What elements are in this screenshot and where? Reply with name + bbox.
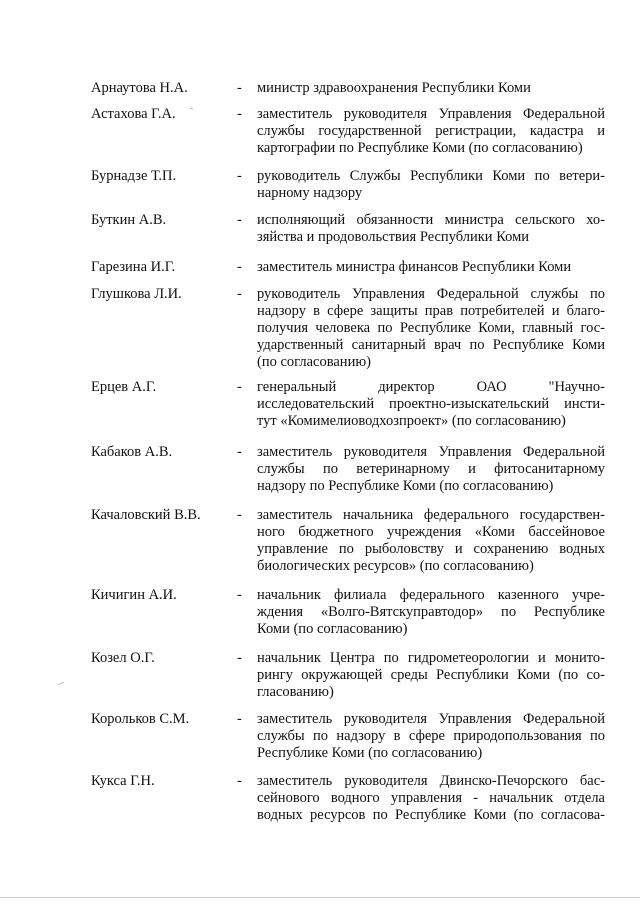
position-line: заместитель начальника федерального государствен- bbox=[257, 507, 605, 523]
member-position bbox=[257, 168, 605, 202]
member-name: Качаловский В.В. bbox=[91, 507, 201, 523]
position-line: заместитель руководителя Управления Федеральной bbox=[257, 106, 605, 122]
position-line: службы государственной регистрации, кадастра и bbox=[257, 123, 605, 139]
member-name: Астахова Г.А. bbox=[91, 106, 176, 122]
member-name: Корольков С.М. bbox=[91, 711, 190, 727]
position-line: исследовательский проектно-изыскательский инсти- bbox=[257, 396, 605, 412]
member-position bbox=[257, 80, 605, 97]
position-line: министр здравоохранения Республики Коми bbox=[257, 80, 531, 96]
position-line: ждения «Волго-Вятскуправтодор» по Республике bbox=[257, 604, 605, 620]
member-name: Козел О.Г. bbox=[91, 650, 155, 666]
position-line: нарному надзору bbox=[257, 185, 363, 201]
member-name: Бурнадзе Т.П. bbox=[91, 168, 177, 184]
member-position bbox=[257, 507, 605, 575]
position-line: водных ресурсов по Республике Коми (по согласова- bbox=[257, 807, 605, 823]
member-dash: - bbox=[237, 286, 242, 302]
member-name: Гарезина И.Г. bbox=[91, 259, 176, 275]
member-dash: - bbox=[237, 587, 242, 603]
member-name: Ерцев А.Г. bbox=[91, 379, 157, 395]
position-line: Коми (по согласованию) bbox=[257, 621, 408, 637]
position-line: руководитель Управления Федеральной службы по bbox=[257, 286, 605, 302]
member-position bbox=[257, 444, 605, 495]
member-name: Арнаутова Н.А. bbox=[91, 80, 188, 96]
position-line: ударственный санитарный врач по Республике Коми bbox=[257, 337, 605, 353]
member-position bbox=[257, 587, 605, 638]
member-name: Кичигин А.И. bbox=[91, 587, 177, 603]
member-dash: - bbox=[237, 168, 242, 184]
member-position bbox=[257, 711, 605, 762]
member-name: Глушкова Л.И. bbox=[91, 286, 182, 302]
position-line: рингу окружающей среды Республики Коми (по со- bbox=[257, 667, 605, 683]
position-line: гласованию) bbox=[257, 684, 334, 700]
member-dash: - bbox=[237, 80, 242, 96]
member-position bbox=[257, 106, 605, 157]
position-line: получия человека по Республике Коми, главный гос- bbox=[257, 320, 605, 336]
position-line: сейнового водного управления - начальник отдела bbox=[257, 790, 605, 806]
position-line: надзору по Республике Коми (по согласованию) bbox=[257, 478, 554, 494]
scan-speck bbox=[58, 682, 64, 685]
position-line: тут «Комимелиоводхозпроект» (по согласованию) bbox=[257, 413, 566, 429]
position-line: (по согласованию) bbox=[257, 354, 371, 370]
member-position bbox=[257, 650, 605, 701]
position-line: ного бюджетного учреждения «Коми бассейновое bbox=[257, 524, 605, 540]
position-line: заместитель руководителя Двинско-Печорского бас- bbox=[257, 773, 605, 789]
member-position bbox=[257, 286, 605, 371]
page-bottom-edge bbox=[0, 897, 640, 898]
member-dash: - bbox=[237, 106, 242, 122]
position-line: заместитель руководителя Управления Федеральной bbox=[257, 711, 605, 727]
position-line: заместитель министра финансов Республики Коми bbox=[257, 259, 572, 275]
position-line: картографии по Республике Коми (по согласованию) bbox=[257, 140, 583, 156]
position-line: руководитель Службы Республики Коми по ветери- bbox=[257, 168, 605, 184]
member-dash: - bbox=[237, 259, 242, 275]
position-line: биологических ресурсов» (по согласованию) bbox=[257, 558, 534, 574]
member-position bbox=[257, 379, 605, 430]
position-line: службы по надзору в сфере природопользования по bbox=[257, 728, 605, 744]
member-position bbox=[257, 212, 605, 246]
position-line: начальник Центра по гидрометеорологии и монито- bbox=[257, 650, 605, 666]
member-dash: - bbox=[237, 650, 242, 666]
member-position bbox=[257, 773, 605, 824]
position-line: управление по рыболовству и сохранению водных bbox=[257, 541, 605, 557]
member-dash: - bbox=[237, 444, 242, 460]
position-line: службы по ветеринарному и фитосанитарному bbox=[257, 461, 605, 477]
position-line: Республике Коми (по согласованию) bbox=[257, 745, 483, 761]
member-dash: - bbox=[237, 507, 242, 523]
member-dash: - bbox=[237, 379, 242, 395]
position-line: исполняющий обязанности министра сельского хо- bbox=[257, 212, 605, 228]
member-name: Кабаков А.В. bbox=[91, 444, 173, 460]
member-dash: - bbox=[237, 711, 242, 727]
position-line: генеральный директор ОАО "Научно- bbox=[257, 379, 605, 395]
member-position bbox=[257, 259, 605, 276]
member-dash: - bbox=[237, 212, 242, 228]
member-name: Кукса Г.Н. bbox=[91, 773, 155, 789]
position-line: зяйства и продовольствия Республики Коми bbox=[257, 229, 530, 245]
scan-speck bbox=[190, 108, 193, 109]
position-line: надзору в сфере защиты прав потребителей и благо- bbox=[257, 303, 605, 319]
member-name: Буткин А.В. bbox=[91, 212, 167, 228]
member-dash: - bbox=[237, 773, 242, 789]
position-line: заместитель руководителя Управления Федеральной bbox=[257, 444, 605, 460]
position-line: начальник филиала федерального казенного учре- bbox=[257, 587, 605, 603]
